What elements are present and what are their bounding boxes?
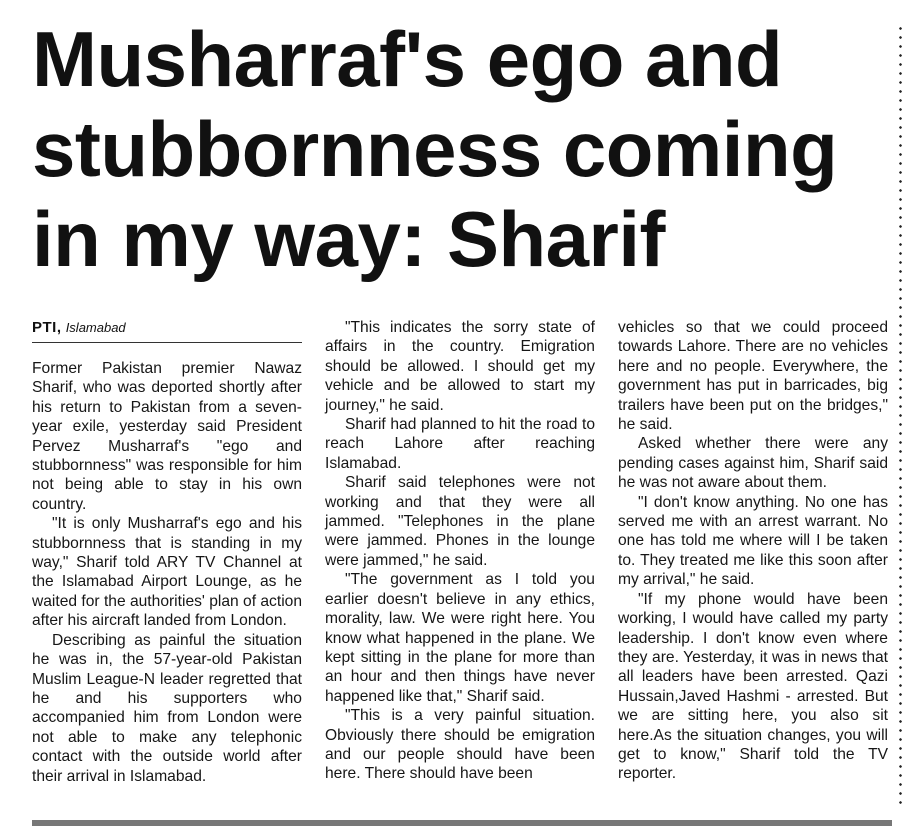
paragraph: Former Pakistan premier Nawaz Sharif, who was deported shortly after his return to Pakistan from a seven-year exile, yesterday said President Pervez Musharraf's "ego and stubbornness" was responsible for him not being able to stay in his own country. <box>32 360 302 513</box>
paragraph: Sharif said telephones were not working and that they were all jammed. "Telephones in the plane were jammed. Phones in the lounge were jammed," he said. <box>325 474 595 569</box>
paragraph: Asked whether there were any pending cases against him, Sharif said he was not aware about them. <box>618 435 888 492</box>
paragraph: "The government as I told you earlier doesn't believe in any ethics, morality, law. We were right here. You know what happened in the plane. We kept sitting in the plane for more than an hour and then things have never happened like that," Sharif said. <box>325 571 595 705</box>
headline <box>32 14 892 284</box>
paragraph: Sharif had planned to hit the road to reach Lahore after reaching Islamabad. <box>325 416 595 472</box>
dateline-agency: PTI, <box>32 319 62 336</box>
dateline <box>32 318 302 343</box>
paragraph: vehicles so that we could proceed towards Lahore. There are no vehicles here and no people. Everywhere, the government has put in barricades, big trailers have been put on the bridges," he said. <box>618 319 888 434</box>
paragraph: "I don't know anything. No one has served me with an arrest warrant. No one has told me where will I be taken to. They treated me like this soon after my arrival," he said. <box>618 493 888 589</box>
article-column-1 <box>32 359 302 786</box>
paragraph: "It is only Musharraf's ego and his stubbornness that is standing in my way," Sharif told ARY TV Channel at the Islamabad Airport Lounge, as he waited for the authorities' plan of action after his aircraft landed from London. <box>32 515 302 630</box>
dateline-place: Islamabad <box>65 320 126 335</box>
bottom-rule <box>32 820 892 826</box>
article-column-2 <box>325 318 595 784</box>
paragraph: "This indicates the sorry state of affairs in the country. Emigration should be allowed. I should get my vehicle and be allowed to start my journey," he said. <box>325 319 595 414</box>
headline-line-2: stubbornness coming <box>32 105 838 193</box>
paragraph: Describing as painful the situation he was in, the 57-year-old Pakistan Muslim League-N leader regretted that he and his supporters who accompanied him from London were not able to make any telephonic contact with the outside world after their arrival in Islamabad. <box>32 631 302 785</box>
headline-line-3: in my way: Sharif <box>32 195 666 283</box>
paragraph: "If my phone would have been working, I would have called my party leadership. I don't know even where they are. Yesterday, it was in news that all leaders have been arrested. Qazi Hussain,Javed Hashmi - arrested. But we are sitting here, you also sit here.As the situation changes, you will get to know," Sharif told the TV reporter. <box>618 590 888 783</box>
paragraph: "This is a very painful situation. Obviously there should be emigration and our people should have been here. There should have been <box>325 707 595 783</box>
article-column-3 <box>618 318 888 784</box>
headline-line-1: Musharraf's ego and <box>32 15 783 103</box>
dotted-column-rule <box>899 24 902 804</box>
